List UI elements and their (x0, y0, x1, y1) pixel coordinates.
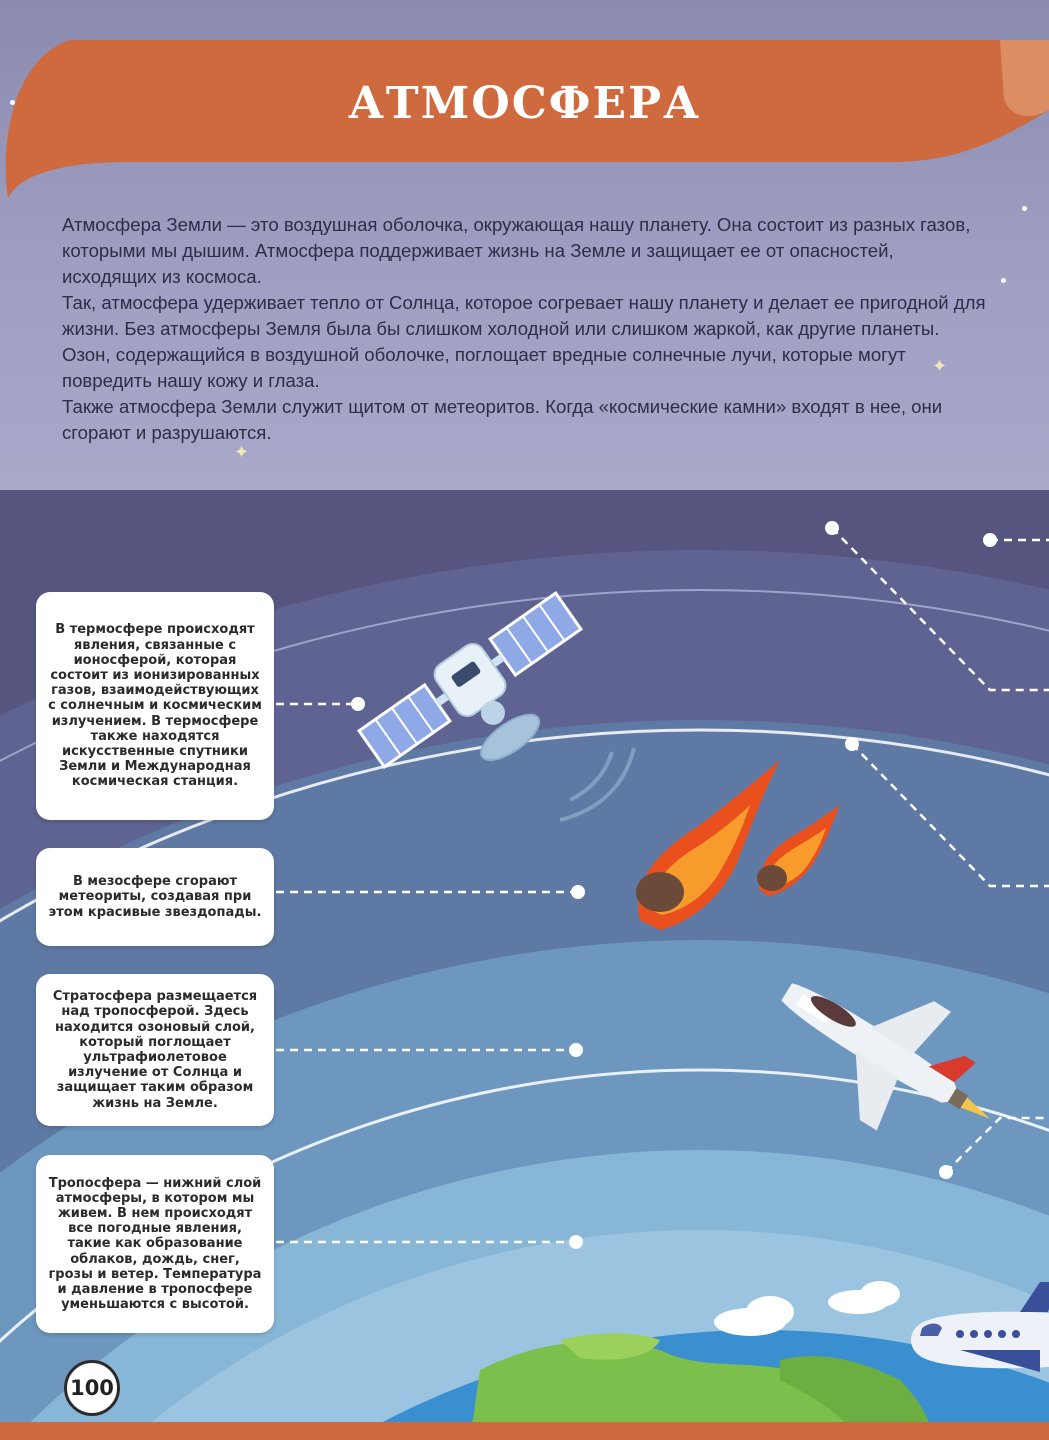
troposphere-text: Тропосфера — нижний слой атмосферы, в котором мы живем. В нем происходят все погодные явления, такие как образование облаков, дождь, снег, грозы и ветер. Температура и давление в тропосфере уменьшаются с высотой. (48, 1175, 262, 1313)
stratosphere-card (36, 974, 274, 1126)
intro-paragraph: Атмосфера Земли — это воздушная оболочка, окружающая нашу планету. Она состоит из разных газов, которыми мы дышим. Атмосфера поддерживает жизнь на Земле и защищает ее от опасностей, исходящих из космоса. (62, 214, 971, 287)
star-icon (10, 100, 15, 105)
thermosphere-card (36, 592, 274, 820)
mesosphere-text: В мезосфере сгорают метеориты, создавая при этом красивые звездопады. (48, 874, 262, 920)
page-title: АТМОСФЕРА (348, 78, 701, 129)
troposphere-card (36, 1155, 274, 1333)
intro-paragraph: Также атмосфера Земли служит щитом от метеоритов. Когда «космические камни» входят в нее, они сгорают и разрушаются. (62, 396, 943, 443)
star-icon: ✦ (932, 356, 948, 377)
intro-text (62, 212, 992, 446)
page-number: 100 (64, 1360, 120, 1416)
stratosphere-text: Стратосфера размещается над тропосферой. Здесь находится озоновый слой, который поглощает ультрафиолетовое излучение от Солнца и защищает таким образом жизнь на Земле. (52, 989, 258, 1111)
star-icon (1001, 278, 1006, 283)
intro-paragraph: Так, атмосфера удерживает тепло от Солнца, которое согревает нашу планету и делает ее пригодной для жизни. Без атмосферы Земля была бы слишком холодной или слишком жаркой, как другие планеты. Озон, содержащийся в воздушной оболочке, поглощает вредные солнечные лучи, которые могут повредить нашу кожу и глаза. (62, 292, 986, 391)
mesosphere-card (36, 848, 274, 946)
thermosphere-text: В термосфере происходят явления, связанные с ионосферой, которая состоит из ионизированных газов, взаимодействующих с солнечным и космическим излучением. В термосфере также находятся искусственные спутники Земли и Международная космическая станция. (48, 622, 262, 790)
star-icon: ✦ (234, 442, 250, 463)
star-icon (1022, 206, 1027, 211)
